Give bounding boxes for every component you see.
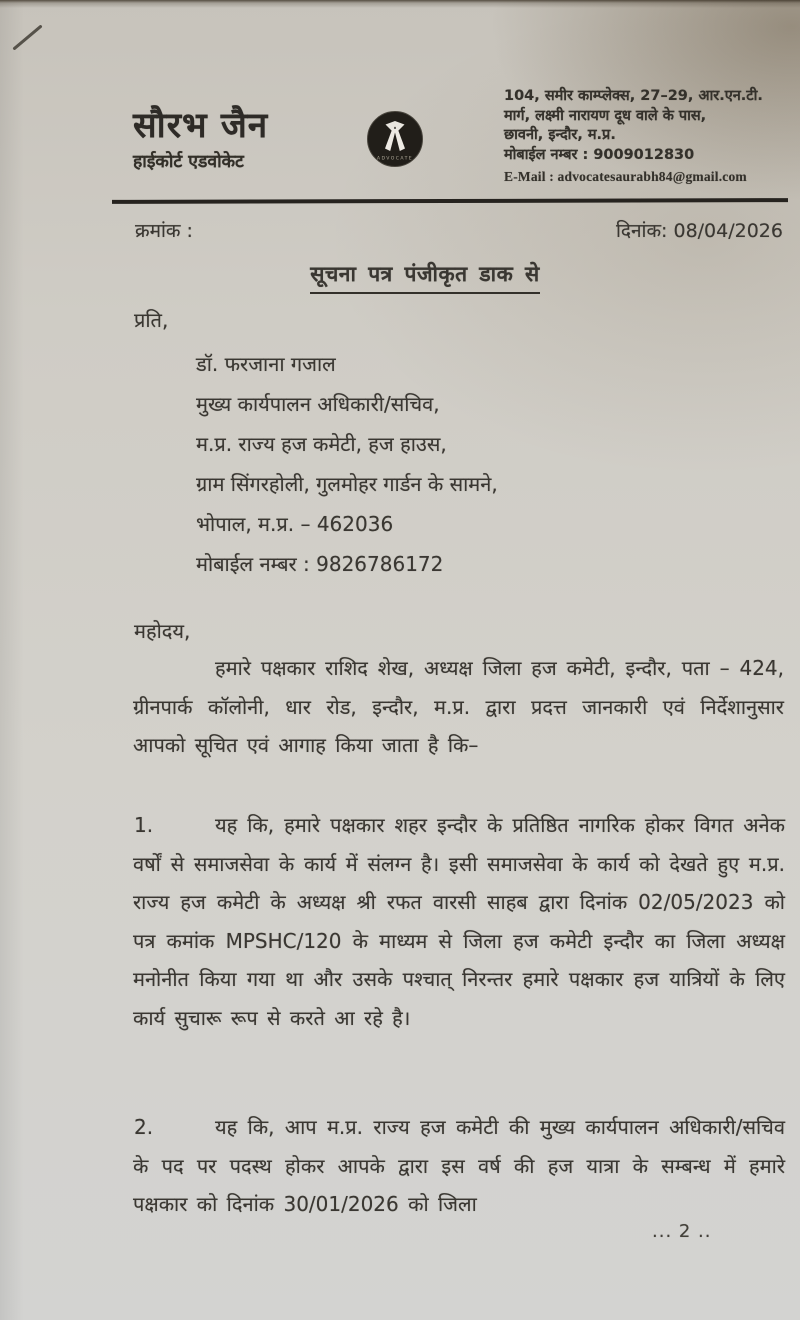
advocate-designation: हाईकोर्ट एडवोकेट: [133, 152, 244, 172]
recipient-line: मुख्य कार्यपालन अधिकारी/सचिव,: [196, 392, 440, 416]
address-line: मोबाईल नम्बर : 9009012830: [504, 146, 695, 163]
meta-row: [135, 217, 783, 243]
intro-paragraph: हमारे पक्षकार राशिद शेख, अध्यक्ष जिला हज कमेटी, इन्दौर, पता – 424, ग्रीनपार्क कॉलोनी, धार रोड, इन्दौर, म.प्र. द्वारा प्रदत्त जानकारी एवं निर्देशानुसार आपको सूचित एवं आगाह किया जाता है कि–: [133, 656, 784, 757]
page-continuation-marker: ... 2 ..: [652, 1221, 712, 1242]
recipient-address-block: [196, 344, 498, 584]
logo-caption: ADVOCATE: [376, 156, 414, 162]
recipient-line: म.प्र. राज्य हज कमेटी, हज हाउस,: [196, 432, 447, 456]
email-line: E-Mail : advocatesaurabh84@gmail.com: [504, 169, 747, 184]
letterhead-address-block: [504, 87, 792, 187]
recipient-line: डॉ. फरजाना गजाल: [196, 352, 336, 376]
greeting: महोदय,: [134, 619, 191, 643]
serial-number-label: क्रमांक :: [135, 220, 193, 242]
letterhead-divider: [112, 198, 788, 203]
advocate-name: सौरभ जैन: [133, 106, 269, 146]
recipient-line: ग्राम सिंगरहोली, गुलमोहर गार्डन के सामने,: [196, 472, 498, 496]
recipient-line: मोबाईल नम्बर : 9826786172: [196, 552, 444, 576]
recipient-line: भोपाल, म.प्र. – 462036: [196, 512, 394, 536]
advocate-bands-logo-icon: [366, 110, 424, 168]
paragraph-text: यह कि, हमारे पक्षकार शहर इन्दौर के प्रतिष्ठित नागरिक होकर विगत अनेक वर्षों से समाजसेवा के कार्य में संलग्न है। इसी समाजसेवा के कार्य को देखते हुए म.प्र. राज्य हज कमेटी के अध्यक्ष श्री रफत वारसी साहब द्वारा दिनांक 02/05/2023 को पत्र कमांक MPSHC/120 के माध्यम से जिला हज कमेटी इन्दौर का जिला अध्यक्ष मनोनीत किया गया था और उसके पश्चात् निरन्तर हमारे पक्षकार हज यात्रियों के लिए कार्य सुचारू रूप से करते आ रहे है।: [133, 813, 785, 1030]
recipient-salutation: प्रति,: [134, 308, 169, 332]
paragraph-number: 1.: [134, 813, 154, 837]
date-label: दिनांक: 08/04/2026: [615, 220, 783, 242]
address-line: 104, समीर काम्प्लेक्स, 27–29, आर.एन.टी.: [504, 88, 763, 104]
paragraph-text: यह कि, आप म.प्र. राज्य हज कमेटी की मुख्य कार्यपालन अधिकारी/सचिव के पद पर पदस्थ होकर आपके द्वारा इस वर्ष की हज यात्रा के सम्बन्ध में हमारे पक्षकार को दिनांक 30/01/2026 को जिला: [133, 1115, 785, 1216]
pen-mark: [12, 24, 42, 50]
subject-line: सूचना पत्र पंजीकृत डाक से: [310, 260, 539, 294]
address-line: छावनी, इन्दौर, म.प्र.: [504, 127, 616, 143]
address-line: मार्ग, लक्ष्मी नारायण दूध वाले के पास,: [504, 107, 707, 124]
paragraph-number: 2.: [134, 1115, 154, 1139]
subject-row: [55, 260, 795, 294]
numbered-paragraph-2: [133, 1108, 785, 1224]
numbered-paragraph-1: [133, 806, 785, 1037]
